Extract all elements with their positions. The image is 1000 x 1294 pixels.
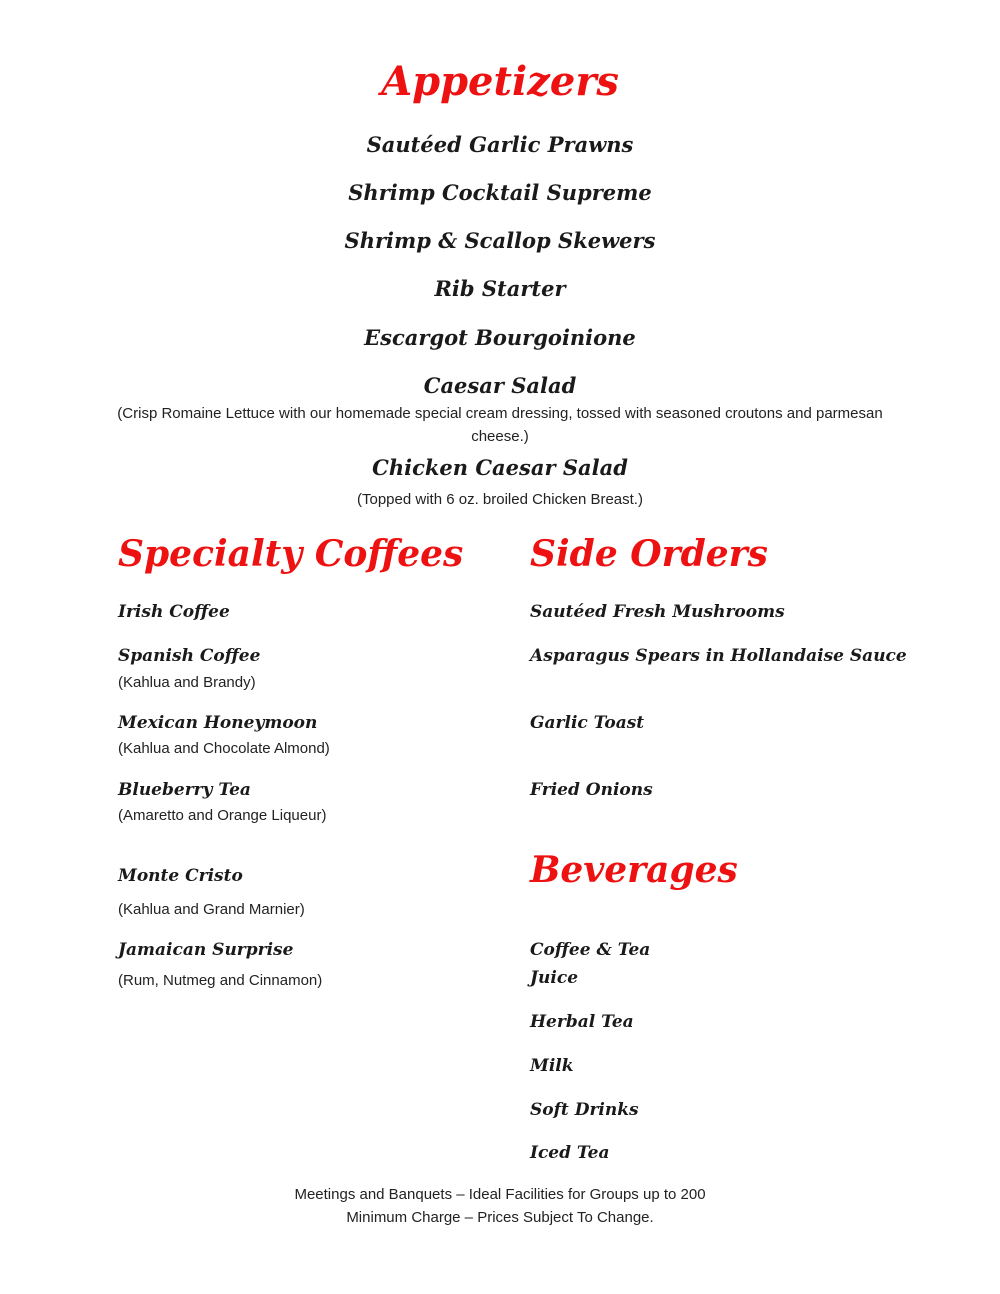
side-order-item: Sautéed Fresh Mushrooms — [530, 602, 785, 622]
beverage-item: Juice — [530, 968, 579, 988]
footer-line: Meetings and Banquets – Ideal Facilities for Groups up to 200 — [294, 1186, 706, 1203]
coffee-description: (Rum, Nutmeg and Cinnamon) — [118, 972, 323, 989]
specialty-coffees-heading: Specialty Coffees — [118, 533, 464, 575]
beverage-item: Milk — [530, 1056, 574, 1076]
beverages-heading: Beverages — [530, 849, 738, 891]
coffee-item: Mexican Honeymoon — [118, 713, 318, 733]
appetizer-item: Sautéed Garlic Prawns — [366, 132, 634, 157]
appetizer-item: Caesar Salad — [423, 373, 577, 398]
coffee-description: (Amaretto and Orange Liqueur) — [118, 807, 327, 824]
appetizer-item: Escargot Bourgoinione — [364, 325, 636, 350]
beverage-item: Soft Drinks — [530, 1100, 639, 1120]
appetizer-item: Shrimp Cocktail Supreme — [348, 180, 652, 205]
beverage-item: Coffee & Tea — [530, 940, 651, 960]
side-order-item: Fried Onions — [530, 780, 653, 800]
appetizer-item: Rib Starter — [434, 276, 566, 301]
coffee-description: (Kahlua and Chocolate Almond) — [118, 740, 330, 757]
coffee-item: Jamaican Surprise — [118, 940, 294, 960]
coffee-item: Monte Cristo — [118, 866, 243, 886]
side-orders-heading: Side Orders — [530, 533, 768, 575]
appetizers-heading: Appetizers — [381, 58, 619, 105]
caesar-salad-description-cont: cheese.) — [471, 428, 529, 445]
chicken-caesar-description: (Topped with 6 oz. broiled Chicken Breast.) — [357, 491, 643, 508]
side-order-item: Asparagus Spears in Hollandaise Sauce — [530, 646, 907, 666]
coffee-item: Spanish Coffee — [118, 646, 261, 666]
beverage-item: Iced Tea — [530, 1143, 610, 1163]
side-order-item: Garlic Toast — [530, 713, 645, 733]
coffee-description: (Kahlua and Grand Marnier) — [118, 901, 305, 918]
coffee-description: (Kahlua and Brandy) — [118, 674, 256, 691]
coffee-item: Blueberry Tea — [118, 780, 251, 800]
appetizer-item: Shrimp & Scallop Skewers — [344, 228, 656, 253]
appetizer-item: Chicken Caesar Salad — [372, 455, 628, 480]
caesar-salad-description: (Crisp Romaine Lettuce with our homemade special cream dressing, tossed with seasoned croutons and parmesan — [117, 405, 883, 422]
footer-line: Minimum Charge – Prices Subject To Change. — [346, 1209, 654, 1226]
beverage-item: Herbal Tea — [530, 1012, 634, 1032]
coffee-item: Irish Coffee — [118, 602, 230, 622]
